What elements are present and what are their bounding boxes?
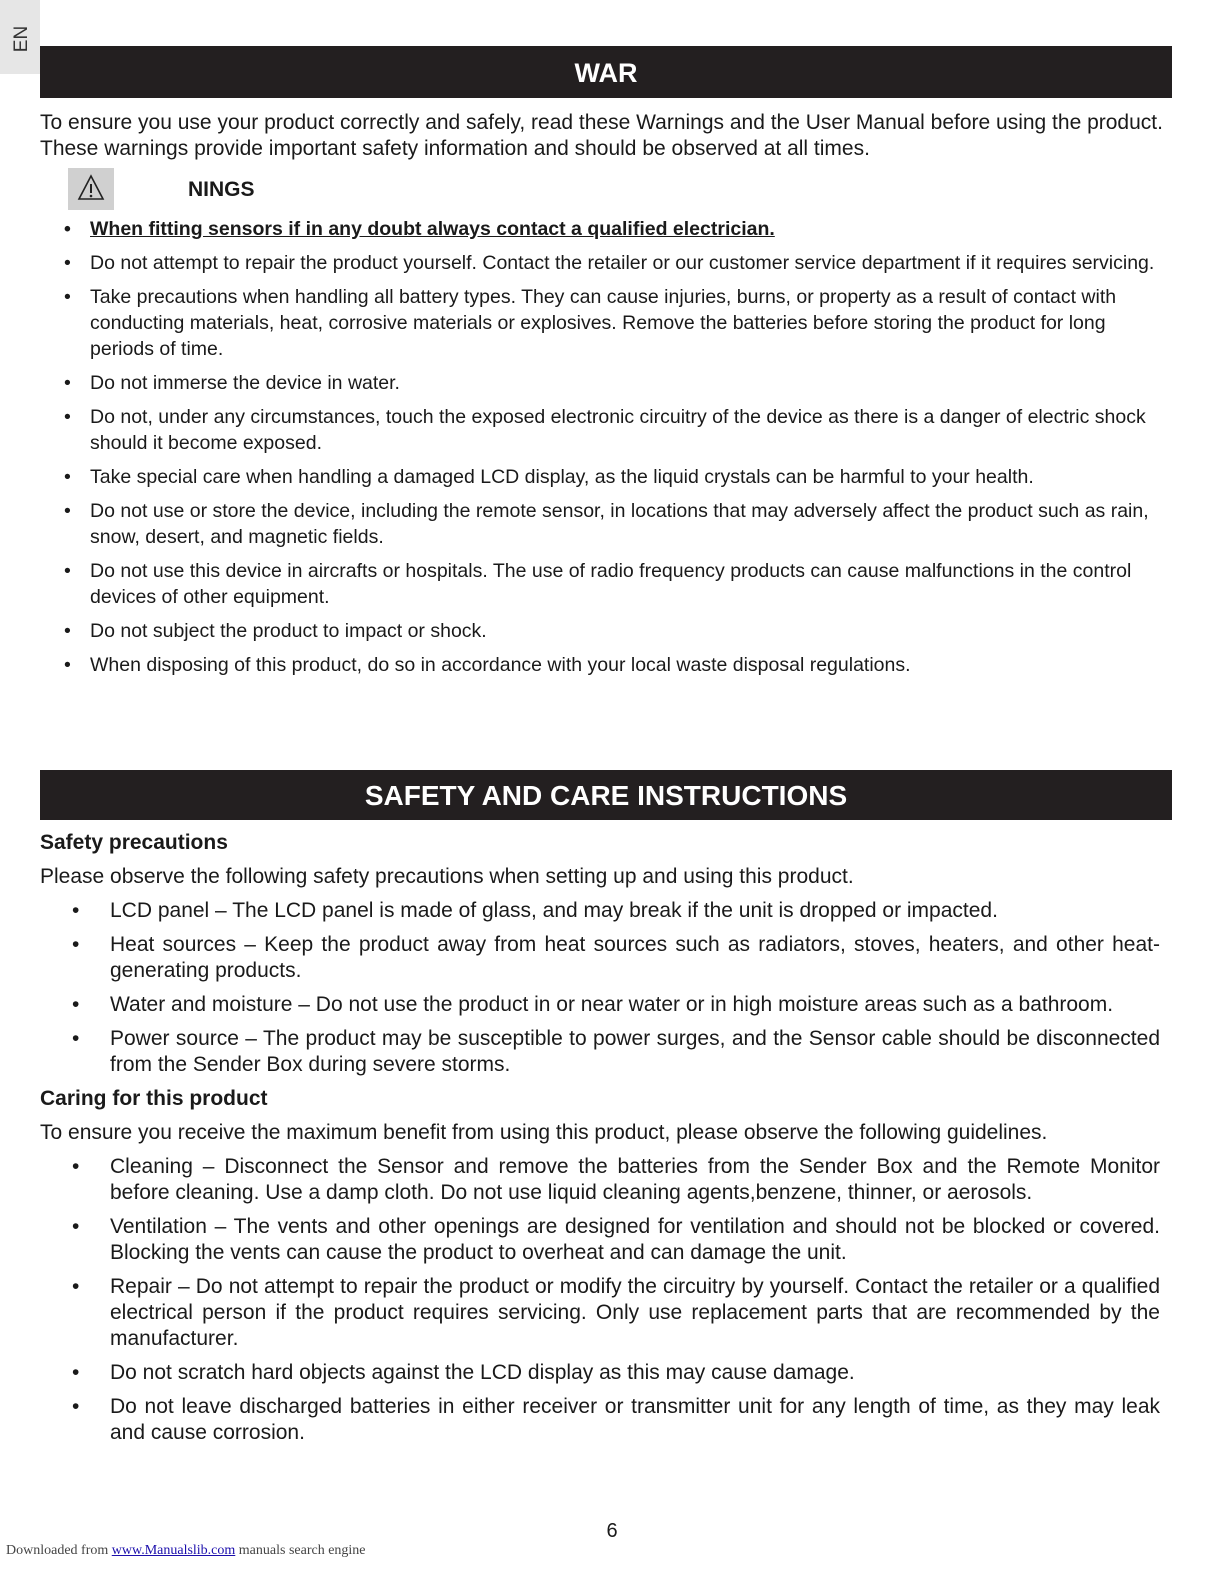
language-tab (0, 0, 40, 74)
safety-precautions-heading: Safety precautions (40, 831, 228, 854)
warnings-list (64, 216, 1168, 686)
precaution-item: • LCD panel – The LCD panel is made of glass, and may break if the unit is dropped or impacted. (40, 898, 1160, 924)
warning-item: • Do not immerse the device in water. (64, 370, 1168, 396)
warning-triangle-icon (68, 168, 114, 210)
warning-item: • Do not use this device in aircrafts or hospitals. The use of radio frequency products can cause malfunctions in the control devices of other equipment. (64, 558, 1168, 610)
safety-precautions-list (40, 898, 1160, 1078)
warning-item: • Take precautions when handling all battery types. They can cause injuries, burns, or property as a result of contact with conducting materials, heat, corrosive materials or explosives. Remove the batteries before storing the product for long periods of time. (64, 284, 1168, 362)
warnings-heading: NINGS (188, 178, 255, 201)
precaution-item: • Water and moisture – Do not use the product in or near water or in high moisture areas such as a bathroom. (40, 992, 1160, 1018)
warning-item: • When fitting sensors if in any doubt always contact a qualified electrician. (64, 216, 1168, 242)
warning-item: • Take special care when handling a damaged LCD display, as the liquid crystals can be harmful to your health. (64, 464, 1168, 490)
page-number: 6 (606, 1520, 618, 1542)
warnings-intro: To ensure you use your product correctly and safely, read these Warnings and the User Manual before using the product. These warnings provide important safety information and should be observed at all times. (40, 111, 1163, 160)
caring-heading: Caring for this product (40, 1087, 268, 1110)
language-label: EN (11, 25, 33, 53)
warning-item: • Do not attempt to repair the product yourself. Contact the retailer or our customer service department if it requires servicing. (64, 250, 1168, 276)
caring-list (40, 1154, 1160, 1446)
download-footer (6, 1543, 366, 1559)
safety-banner: SAFETY AND CARE INSTRUCTIONS (40, 770, 1172, 820)
footer-suffix: manuals search engine (235, 1543, 366, 1558)
precaution-item: • Power source – The product may be susceptible to power surges, and the Sensor cable should be disconnected from the Sender Box during severe storms. (40, 1026, 1160, 1078)
warning-item: • Do not use or store the device, including the remote sensor, in locations that may adversely affect the product such as rain, snow, desert, and magnetic fields. (64, 498, 1168, 550)
warning-item: • Do not subject the product to impact or shock. (64, 618, 1168, 644)
warning-item: • When disposing of this product, do so in accordance with your local waste disposal regulations. (64, 652, 1168, 678)
caring-item: • Ventilation – The vents and other openings are designed for ventilation and should not be blocked or covered. Blocking the vents can cause the product to overheat and can damage the unit. (40, 1214, 1160, 1266)
warning-item: • Do not, under any circumstances, touch the exposed electronic circuitry of the device as there is a danger of electric shock should it become exposed. (64, 404, 1168, 456)
caring-item: • Cleaning – Disconnect the Sensor and remove the batteries from the Sender Box and the Remote Monitor before cleaning. Use a damp cloth. Do not use liquid cleaning agents,benzene, thinner, or aerosols. (40, 1154, 1160, 1206)
manualslib-link[interactable]: www.Manualslib.com (111, 1543, 236, 1558)
caring-item: • Do not scratch hard objects against the LCD display as this may cause damage. (40, 1360, 1160, 1386)
safety-precautions-intro: Please observe the following safety precautions when setting up and using this product. (40, 865, 854, 888)
footer-prefix: Downloaded from (6, 1543, 112, 1558)
caring-intro: To ensure you receive the maximum benefit from using this product, please observe the following guidelines. (40, 1121, 1048, 1144)
precaution-item: • Heat sources – Keep the product away from heat sources such as radiators, stoves, heaters, and other heat-generating products. (40, 932, 1160, 984)
caring-item: • Repair – Do not attempt to repair the product or modify the circuitry by yourself. Contact the retailer or a qualified electrical person if the product requires servicing. Only use replacement parts that are recommended by the manufacturer. (40, 1274, 1160, 1352)
caring-item: • Do not leave discharged batteries in either receiver or transmitter unit for any length of time, as they may leak and cause corrosion. (40, 1394, 1160, 1446)
warnings-banner: WAR (40, 46, 1172, 98)
safety-section (40, 830, 1160, 1454)
